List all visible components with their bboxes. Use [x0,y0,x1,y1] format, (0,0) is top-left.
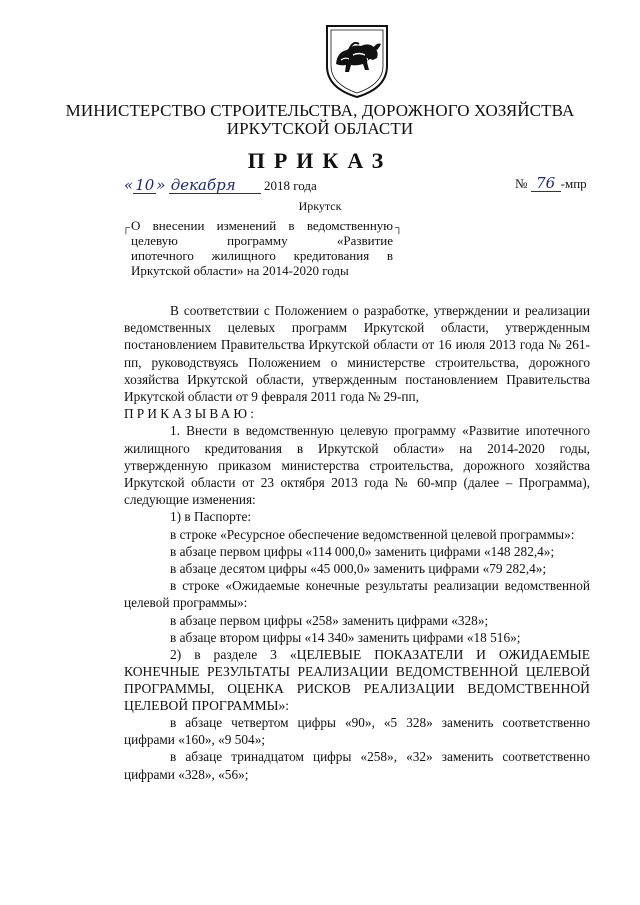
ministry-name-line1: МИНИСТЕРСТВО СТРОИТЕЛЬСТВА, ДОРОЖНОГО ХОЗЯЙСТВА [65,101,575,120]
number-value: 76 [531,176,561,192]
order-body [124,302,590,783]
paragraph-tenth-change: в абзаце десятом цифры «45 000,0» заменить цифрами «79 282,4»; [170,561,547,577]
paragraph-first-change: в абзаце первом цифры «114 000,0» заменить цифрами «148 282,4»; [170,543,555,559]
document-date [124,176,317,194]
subject-corner-left-icon: ┌ [122,222,130,234]
subject-corner-right-icon: ┐ [395,222,403,234]
city-name: Иркутск [298,199,342,213]
date-day: 10 [135,176,155,194]
document-type-title: ПРИКАЗ [247,148,393,173]
subject-line4: Иркутской области» на 2014-2020 годы [131,263,349,278]
preamble-paragraph: В соответствии с Положением о разработке, утверждении и реализации ведомственных целевых программ Иркутской области, утвержденным постановлением Правительства Иркутской области от 16 июля 2013 года № 261-пп, руководствуясь Положением о министерстве строительства, дорожного хозяйства Иркутской области, утвержденным постановлением Правительства Иркутской области от 9 февраля 2011 года № 29-пп, [124,303,590,405]
subject-line1: О внесении изменений в ведомственную [131,218,393,233]
subject-line2: целевую программу «Развитие [131,233,393,248]
date-year: 2018 года [263,178,317,193]
resource-line-paragraph: в строке «Ресурсное обеспечение ведомственной целевой программы»: [170,526,575,542]
paragraph-second-change: в абзаце втором цифры «14 340» заменить цифрами «18 516»; [170,629,521,645]
subitem-2-section-3: 2) в разделе 3 «ЦЕЛЕВЫЕ ПОКАЗАТЕЛИ И ОЖИДАЕМЫЕ КОНЕЧНЫЕ РЕЗУЛЬТАТЫ РЕАЛИЗАЦИИ ВЕДОМСТВЕННОЙ ЦЕЛЕВОЙ ПРОГРАММЫ, ОЦЕНКА РИСКОВ РЕАЛИЗАЦИИ ВЕДОМСТВЕННОЙ ЦЕЛЕВОЙ ПРОГРАММЫ»: [124,647,590,714]
paragraph-thirteenth-change: в абзаце тринадцатом цифры «258», «32» заменить соответственно цифрами «328», «56»; [124,749,590,782]
order-subject [131,218,393,278]
number-sign: № [515,176,528,191]
ministry-name-line2: ИРКУТСКОЙ ОБЛАСТИ [226,119,414,138]
subitem-1-passport: 1) в Паспорте: [170,509,252,525]
expected-results-line-paragraph: в строке «Ожидаемые конечные результаты реализации ведомственной целевой программы»: [124,578,590,611]
paragraph-fourth-change: в абзаце четвертом цифры «90», «5 328» заменить соответственно цифрами «160», «9 504»; [124,715,590,748]
number-suffix: -мпр [560,176,587,191]
order-word: ПРИКАЗЫВАЮ: [124,406,258,422]
coat-of-arms-icon [323,22,391,100]
document-number [515,176,587,192]
date-month: декабря [169,178,261,194]
item-1-paragraph: 1. Внести в ведомственную целевую программу «Развитие ипотечного жилищного кредитования в Иркутской области» на 2014-2020 годы, утвержденную приказом министерства строительства, дорожного хозяйства Иркутской области от 23 октября 2013 года № 60-мпр (далее – Программа), следующие изменения: [124,423,590,508]
date-open-quote: « [124,176,134,194]
subject-line3: ипотечного жилищного кредитования в [131,248,393,263]
paragraph-first-change-2: в абзаце первом цифры «258» заменить цифрами «328»; [170,612,489,628]
date-close-quote: » [156,176,166,194]
